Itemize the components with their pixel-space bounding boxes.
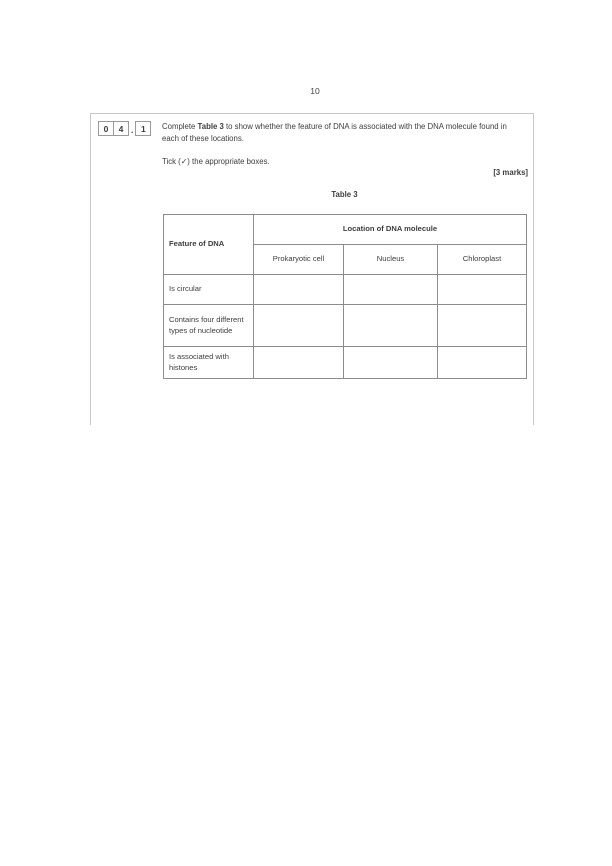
- question-prompt-table-ref: Table 3: [197, 122, 224, 131]
- feature-label-histones: Is associated with histones: [164, 347, 254, 379]
- location-group-header: Location of DNA molecule: [254, 215, 527, 245]
- tick-instruction: Tick (✓) the appropriate boxes.: [162, 157, 270, 166]
- tick-cell-circular-nucleus[interactable]: [344, 275, 438, 305]
- tick-cell-nucleotides-prokaryotic[interactable]: [254, 305, 344, 347]
- tick-cell-nucleotides-nucleus[interactable]: [344, 305, 438, 347]
- feature-label-is-circular: Is circular: [164, 275, 254, 305]
- table-row: [164, 347, 527, 379]
- feature-label-four-nucleotides: Contains four different types of nucleotide: [164, 305, 254, 347]
- table-3: [163, 214, 527, 379]
- tick-cell-circular-prokaryotic[interactable]: [254, 275, 344, 305]
- table-row: [164, 305, 527, 347]
- tick-cell-histones-nucleus[interactable]: [344, 347, 438, 379]
- question-number-digit-box: 1: [135, 121, 151, 136]
- question-number-separator: .: [131, 125, 134, 135]
- question-number: [98, 121, 151, 136]
- tick-cell-histones-chloroplast[interactable]: [438, 347, 527, 379]
- tick-cell-circular-chloroplast[interactable]: [438, 275, 527, 305]
- tick-cell-histones-prokaryotic[interactable]: [254, 347, 344, 379]
- feature-column-header: Feature of DNA: [164, 215, 254, 275]
- question-number-digit-box: 0: [98, 121, 114, 136]
- tick-cell-nucleotides-chloroplast[interactable]: [438, 305, 527, 347]
- question-prompt-prefix: Complete: [162, 122, 198, 131]
- page-number: 10: [310, 86, 320, 96]
- table-caption: Table 3: [331, 190, 358, 199]
- question-frame: [90, 113, 534, 425]
- question-prompt: [162, 121, 524, 145]
- question-prompt-suffix: to show whether the feature of DNA is associated with the DNA molecule found in each of these locations.: [162, 122, 507, 143]
- column-header-chloroplast: Chloroplast: [438, 245, 527, 275]
- column-header-prokaryotic-cell: Prokaryotic cell: [254, 245, 344, 275]
- column-header-nucleus: Nucleus: [344, 245, 438, 275]
- table-row: [164, 275, 527, 305]
- marks-label: [3 marks]: [493, 168, 528, 177]
- question-number-digit-box: 4: [113, 121, 129, 136]
